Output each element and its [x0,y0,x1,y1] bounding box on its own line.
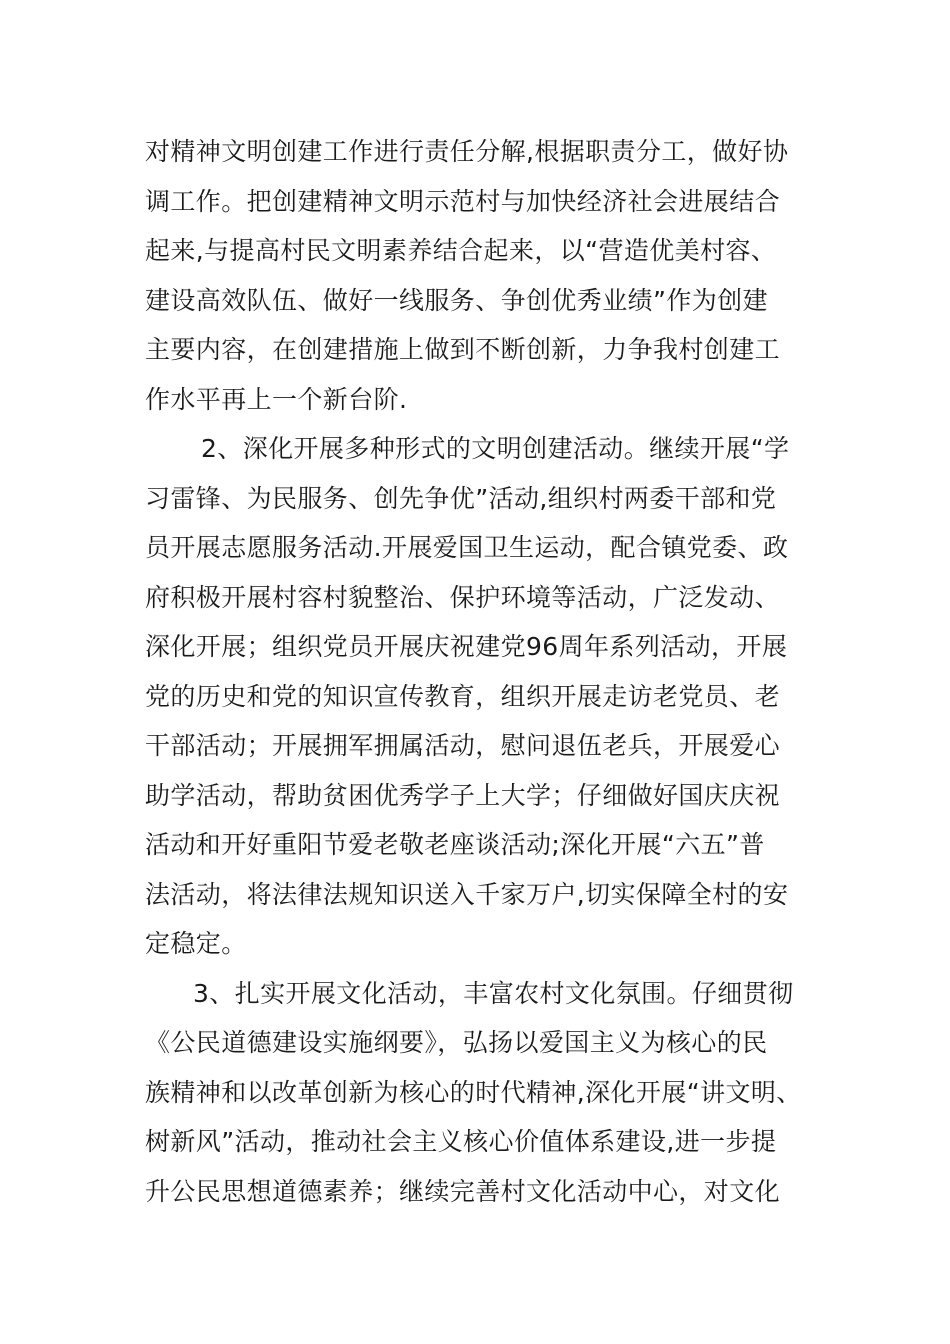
document-body [145,127,815,1216]
text-line: 作水平再上一个新台阶. [145,384,408,414]
text-line: 起来,与提高村民文明素养结合起来，以“营造优美村容、 [145,236,777,265]
text-line: 族精神和以改革创新为核心的时代精神,深化开展“讲文明、 [145,1077,802,1107]
paragraph-3-first-line: 3、扎实开展文化活动，丰富农村文化氛围。仔细贯彻 [193,978,794,1008]
text-line: 定稳定。 [145,929,247,958]
text-line: 建设高效队伍、做好一线服务、争创优秀业绩”作为创建 [145,285,768,315]
text-line: 助学活动，帮助贫困优秀学子上大学；仔细做好国庆庆祝 [145,780,781,810]
text-line: 党的历史和党的知识宣传教育，组织开展走访老党员、老 [145,681,781,711]
text-line: 升公民思想道德素养；继续完善村文化活动中心，对文化 [145,1176,781,1206]
text-line: 员开展志愿服务活动.开展爱国卫生运动，配合镇党委、政 [145,533,789,562]
text-line: 主要内容，在创建措施上做到不断创新，力争我村创建工 [145,335,781,364]
text-line: 树新风”活动，推动社会主义核心价值体系建设,进一步提 [145,1127,777,1156]
text-line: 深化开展；组织党员开展庆祝建党96周年系列活动，开展 [145,632,788,661]
text-line: 调工作。把创建精神文明示范村与加快经济社会进展结合 [145,186,781,216]
text-line: 《公民道德建设实施纲要》，弘扬以爱国主义为核心的民 [145,1028,768,1057]
text-line: 法活动，将法律法规知识送入千家万户,切实保障全村的安 [145,879,789,909]
text-line: 对精神文明创建工作进行责任分解,根据职责分工，做好协 [145,137,789,166]
text-line: 干部活动；开展拥军拥属活动，慰问退伍老兵，开展爱心 [145,731,781,760]
text-line: 活动和开好重阳节爱老敬老座谈活动;深化开展“六五”普 [145,830,765,859]
paragraph-2-first-line: 2、深化开展多种形式的文明创建活动。继续开展“学 [201,434,790,463]
text-line: 习雷锋、为民服务、创先争优”活动,组织村两委干部和党 [145,483,777,513]
text-line: 府积极开展村容村貌整治、保护环境等活动，广泛发动、 [145,582,781,612]
